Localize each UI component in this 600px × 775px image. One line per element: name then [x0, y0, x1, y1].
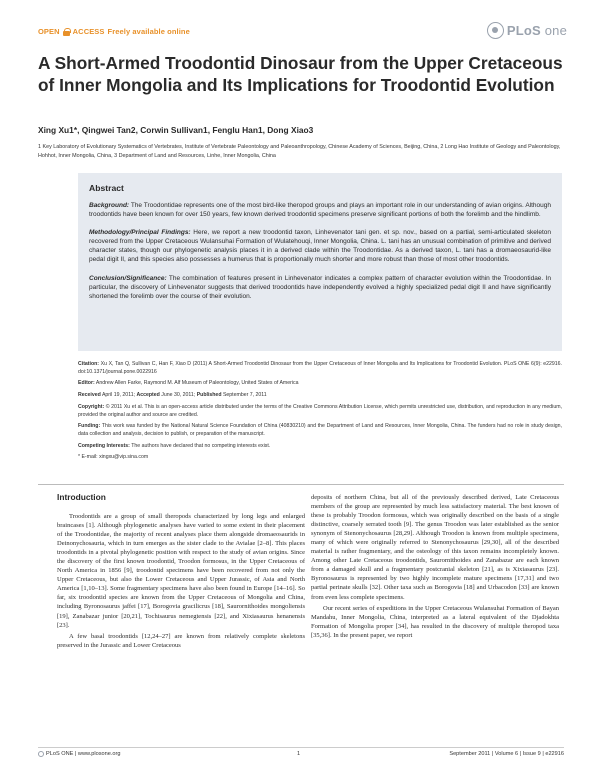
intro-paragraph-2: A few basal troodontids [12,24–27] are known from relatively complete skeletons preserved in the Jurassic and Lower Cretaceous — [57, 632, 305, 649]
right-column — [311, 493, 559, 640]
footer-journal: PLoS ONE | www.plosone.org — [38, 751, 121, 757]
abstract-background: Background: The Troodontidae represents one of the most bird-like theropod groups and plays an important role in our understanding of avian origins. Although troodontids have been known for over 150 years, few known derived troodontid specimens preserve significant portions of both the forelimb and the hindlimb. — [89, 202, 551, 219]
logo-plos: PLoS — [506, 23, 541, 38]
plos-seal-icon — [487, 22, 504, 39]
article-metadata — [78, 361, 562, 466]
dates: Received April 19, 2011; Accepted June 30, 2011; Published September 7, 2011 — [78, 392, 267, 399]
intro-paragraph-3: deposits of northern China, but all of the previously described derived, Late Cretaceous members of the group are represented by much less satisfactory material. The best known of these is probably Troodon formosus, which was originally described on the basis of a single distinctive, coarsely serrated tooth [9]. The genus Troodon was later established as the senior synonym of Stenonychosaurus [28,29]. Although Troodon is known from multiple specimens, many of which were originally referred to Stenonychosaurus [29,30], all of the described material is rather fragmentary, and the osteology of this taxon remains incompletely known. Among other Late Cretaceous troodontids, Saurornithoides and Zanabazar are each known from a damaged skull and a fragmentary postcranial skeleton [21], as is Xixiasaurus [23]. Byronosaurus is represented by two highly incomplete mature specimens [17,31] and two partial perinate skulls [32]. Other taxa such as Borogovia [18] and Urbacodon [33] are known from even less complete specimens. — [311, 494, 559, 601]
open-label: OPEN — [38, 27, 60, 36]
logo-one: one — [544, 23, 567, 38]
copyright: Copyright: © 2011 Xu et al. This is an open-access article distributed under the terms of the Creative Commons Attribution License, which permits unrestricted use, distribution, and reproduction in any medium, provided the original author and source are credited. — [78, 403, 562, 418]
competing-interests: Competing Interests: The authors have declared that no competing interests exist. — [78, 442, 271, 449]
left-column — [57, 512, 305, 650]
freely-available-label: Freely available online — [107, 27, 190, 36]
footer-divider — [38, 747, 564, 748]
email: * E-mail: xingxu@vip.sina.com — [78, 454, 149, 461]
abstract-conclusion: Conclusion/Significance: The combination of features present in Linhevenator indicates a complex pattern of character evolution within the Troodontidae. In particular, the discovery of Linhevenator suggests that derived troodontids have independently evolved a highly specialized pedal digit II and have significantly shortened the forelimb over the course of their evolution. — [89, 274, 551, 300]
editor: Editor: Andrew Allen Farke, Raymond M. Alf Museum of Paleontology, United States of America — [78, 380, 299, 387]
page-number: 1 — [297, 751, 301, 757]
email-link[interactable]: xingxu@vip.sina.com — [99, 454, 149, 461]
open-access-banner — [38, 27, 190, 36]
access-label: ACCESS — [72, 27, 105, 36]
citation: Citation: Xu X, Tan Q, Sullivan C, Han F, Xiao D (2011) A Short-Armed Troodontid Dinosaur from the Upper Cretaceous of Inner Mongolia and Its Implications for Troodontid Evolution. PLoS ONE 6(9): e22916. doi:10.1371/journal.pone.0022916 — [78, 361, 562, 375]
section-divider — [38, 484, 564, 485]
abstract-heading: Abstract — [89, 183, 124, 193]
affiliations: 1 Key Laboratory of Evolutionary Systematics of Vertebrates, Institute of Vertebrate Paleontology and Paleoanthropology, Chinese Academy of Sciences, Beijing, China, 2 Long Hao Institute of Geology and Paleontology, Hohhot, Inner Mongolia, China, 3 Department of Land and Resources, Linhe, Inner Mongolia, China — [38, 144, 561, 159]
intro-paragraph-4: Our recent series of expeditions in the Upper Cretaceous Wulansuhai Formation of Bayan Mandahu, Inner Mongolia, China, interpreted as a lateral equivalent of the Djadokhta Formation of Mongolia proper [34], has resulted in the discovery of multiple theropod taxa [35,36]. In the present paper, we report — [311, 604, 559, 639]
introduction-heading: Introduction — [57, 492, 106, 502]
funding: Funding: This work was funded by the National Natural Science Foundation of China (40830210) and the Department of Land and Resources, Inner Mongolia, China. The funders had no role in study design, data collection and analysis, decision to publish, or preparation of the manuscript. — [78, 423, 563, 437]
abstract-methods: Methodology/Principal Findings: Here, we report a new troodontid taxon, Linhevenator tani gen. et sp. nov., based on a partial, semi-articulated skeleton recovered from the Upper Cretaceous Wulansuhai Formation of Wulatehouqi, Inner Mongolia, China. L. tani has an unusual combination of primitive and derived character states, though our phylogenetic analysis places it in a derived clade within the Troodontidae. As a derived taxon, L. tani has a dromaeosaurid-like pedal digit II, and this species also possesses a humerus that is proportionally much shorter and more robust than those of most other troodontids. — [89, 229, 552, 264]
footer-seal-icon — [38, 751, 44, 757]
footer-issue: September 2011 | Volume 6 | Issue 9 | e22916 — [449, 751, 564, 757]
intro-paragraph-1: Troodontids are a group of small theropods characterized by long legs and enlarged braincases [1]. Although phylogenetic analyses have varied to some extent in their placement of the Troodontidae, the majority of recent analyses place them alongside dromaeosaurids in Deinonychosauria, which in turn emerges as the sister clade to the Avialae [2–8]. This places troodontids in a pivotal phylogenetic position with respect to the study of avian origins. Since the discovery of the first known troodontid, Troodon formosus, in the Upper Cretaceous of North America in 1856 [9], troodontid specimens have been recovered from not only the Upper Cretaceous, but also the Lower Cretaceous and Upper Jurassic, of Asia and North America [1,10–13]. Some fragmentary specimens have also been found in Europe [14–16]. So far, six troodontid species are known from the Upper Cretaceous of Mongolia and China, including Byronosaurus jaffei [17], Borogovia gracilicrus [18], Saurornithoides mongoliensis [19], Zanabazar junior [20,21], Tochisaurus nemegtensis [22], and Xixiasaurus henanensis [23]. — [57, 513, 305, 629]
open-access-lock-icon — [63, 28, 70, 36]
paper-title: A Short-Armed Troodontid Dinosaur from the Upper Cretaceous of Inner Mongolia and Its Implications for Troodontid Evolution — [38, 53, 563, 95]
plos-one-logo — [487, 22, 567, 39]
abstract-box — [78, 173, 562, 351]
author-list: Xing Xu1*, Qingwei Tan2, Corwin Sullivan1, Fenglu Han1, Dong Xiao3 — [38, 125, 314, 135]
